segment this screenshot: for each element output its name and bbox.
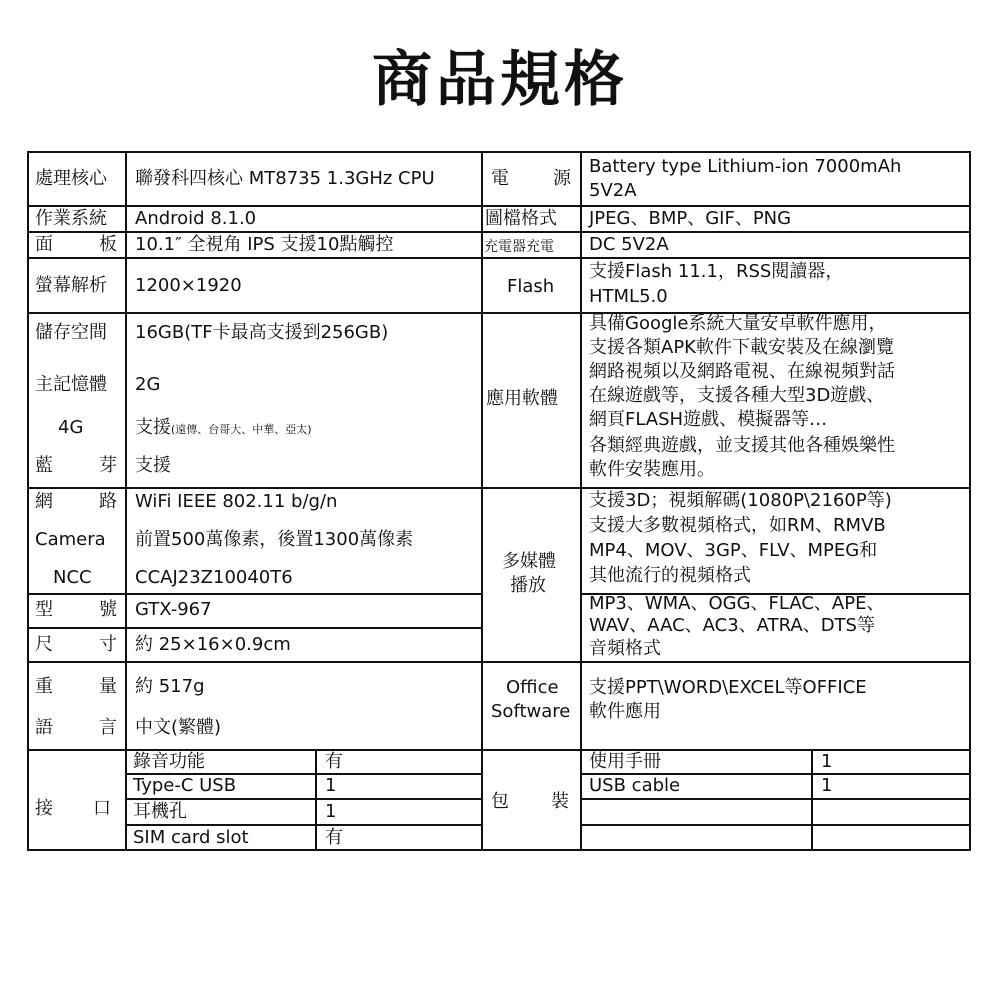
video-line: 其他流行的視頻格式 — [589, 565, 751, 586]
ports-label-b: 口 — [93, 798, 111, 819]
port-row-name: Type-C USB — [133, 775, 237, 796]
audio-line: WAV、AAC、AC3、ATRA、DTS等 — [589, 615, 875, 636]
power-line1: Battery type Lithium-ion 7000mAh — [589, 156, 902, 177]
panel-label-b: 板 — [99, 234, 117, 255]
panel-label-a: 面 — [35, 234, 53, 255]
apps-line: 網頁FLASH遊戲、模擬器等… — [589, 409, 828, 430]
divider — [29, 205, 481, 207]
video-line: 支援3D；視頻解碼(1080P\2160P等) — [589, 490, 892, 511]
divider — [481, 205, 969, 207]
fourg-label: 4G — [58, 417, 84, 438]
apps-line: 網路視頻以及網路電視、在線視頻對話 — [589, 361, 895, 382]
apps-line: 各類經典遊戲，並支援其他各種娛樂性 — [589, 435, 895, 456]
flash-line2: HTML5.0 — [589, 286, 668, 307]
weight-value: 約 517g — [135, 676, 205, 697]
spec-table — [27, 151, 971, 851]
model-value: GTX-967 — [135, 599, 212, 620]
apps-line: 軟件安裝應用。 — [589, 459, 715, 480]
package-row-name: 使用手冊 — [589, 751, 661, 772]
apps-line: 具備Google系統大量安卓軟件應用， — [589, 313, 887, 334]
divider — [580, 798, 969, 800]
apps-label: 應用軟體 — [486, 388, 558, 409]
page-title: 商品規格 — [372, 45, 628, 115]
size-label-b: 寸 — [99, 634, 117, 655]
audio-line: 音頻格式 — [589, 638, 661, 659]
panel-value: 10.1″ 全視角 IPS 支援10點觸控 — [135, 234, 394, 255]
divider — [125, 798, 481, 800]
os-label: 作業系統 — [35, 208, 107, 229]
port-row-name: 耳機孔 — [133, 801, 187, 822]
divider — [481, 749, 969, 751]
office-label-line1: Office — [506, 677, 559, 698]
multimedia-label-line2: 播放 — [510, 575, 546, 596]
storage-label: 儲存空間 — [35, 322, 107, 343]
size-value: 約 25×16×0.9cm — [135, 634, 291, 655]
package-label-a: 包 — [491, 791, 509, 812]
storage-value: 16GB(TF卡最高支援到256GB) — [135, 322, 389, 343]
apps-line: 在線遊戲等，支援各種大型3D遊戲、 — [589, 385, 885, 406]
bluetooth-label-b: 芽 — [99, 455, 117, 476]
audio-line: MP3、WMA、OGG、FLAC、APE、 — [589, 593, 885, 614]
divider — [29, 749, 481, 751]
network-value: WiFi IEEE 802.11 b/g/n — [135, 491, 338, 512]
video-line: 支援大多數視頻格式，如RM、RMVB — [589, 515, 886, 536]
power-line2: 5V2A — [589, 180, 637, 201]
weight-label-a: 重 — [35, 676, 53, 697]
office-line1: 支援PPT\WORD\EXCEL等OFFICE — [589, 677, 867, 698]
language-value: 中文(繁體) — [135, 717, 222, 738]
os-value: Android 8.1.0 — [135, 208, 257, 229]
ncc-value: CCAJ23Z10040T6 — [135, 567, 293, 588]
port-row-qty: 有 — [325, 827, 343, 848]
fourg-carriers: (遠傳、台哥大、中華、亞太) — [171, 423, 312, 436]
image-format-value: JPEG、BMP、GIF、PNG — [589, 208, 792, 229]
package-row-name: USB cable — [589, 775, 681, 796]
network-label-b: 路 — [99, 491, 117, 512]
camera-label: Camera — [35, 529, 106, 550]
divider — [29, 487, 481, 489]
resolution-value: 1200×1920 — [135, 275, 242, 296]
divider — [29, 661, 481, 663]
ncc-label: NCC — [53, 567, 92, 588]
port-row-name: 錄音功能 — [133, 751, 205, 772]
video-line: MP4、MOV、3GP、FLV、MPEG和 — [589, 540, 878, 561]
memory-label: 主記憶體 — [35, 374, 107, 395]
package-row-qty: 1 — [821, 751, 833, 772]
port-row-name: SIM card slot — [133, 827, 249, 848]
power-label-b: 源 — [553, 168, 571, 189]
office-line2: 軟件應用 — [589, 701, 661, 722]
divider — [580, 824, 969, 826]
office-label-line2: Software — [491, 701, 571, 722]
camera-value: 前置500萬像素，後置1300萬像素 — [135, 529, 414, 550]
fourg-value — [135, 417, 312, 441]
processor-value: 聯發科四核心 MT8735 1.3GHz CPU — [135, 168, 435, 189]
divider — [125, 824, 481, 826]
port-row-qty: 有 — [325, 751, 343, 772]
resolution-label: 螢幕解析 — [35, 275, 107, 296]
bluetooth-label-a: 藍 — [35, 455, 53, 476]
size-label-a: 尺 — [35, 634, 53, 655]
language-label-b: 言 — [99, 717, 117, 738]
divider — [29, 312, 481, 314]
divider — [481, 231, 969, 233]
language-label-a: 語 — [35, 717, 53, 738]
power-label-a: 電 — [491, 168, 509, 189]
model-label-b: 號 — [99, 599, 117, 620]
divider — [481, 661, 969, 663]
package-row-qty: 1 — [821, 775, 833, 796]
fourg-support: 支援 — [135, 417, 171, 438]
memory-value: 2G — [135, 374, 161, 395]
image-format-label: 圖檔格式 — [485, 208, 557, 229]
port-row-qty: 1 — [325, 775, 337, 796]
ports-label-a: 接 — [35, 798, 53, 819]
bluetooth-value: 支援 — [135, 455, 171, 476]
package-label-b: 裝 — [551, 791, 569, 812]
port-row-qty: 1 — [325, 801, 337, 822]
divider — [29, 627, 481, 629]
divider — [481, 487, 969, 489]
divider — [481, 257, 969, 259]
charger-value: DC 5V2A — [589, 234, 669, 255]
processor-label: 處理核心 — [35, 168, 107, 189]
network-label-a: 網 — [35, 491, 53, 512]
divider — [29, 593, 481, 595]
apps-line: 支援各類APK軟件下載安裝及在線瀏覽 — [589, 337, 894, 358]
divider — [29, 231, 481, 233]
divider — [29, 257, 481, 259]
multimedia-label-line1: 多媒體 — [502, 551, 556, 572]
weight-label-b: 量 — [99, 676, 117, 697]
charger-label: 充電器充電 — [484, 239, 554, 255]
flash-line1: 支援Flash 11.1，RSS閱讀器， — [589, 261, 844, 282]
model-label-a: 型 — [35, 599, 53, 620]
flash-label: Flash — [507, 276, 555, 297]
